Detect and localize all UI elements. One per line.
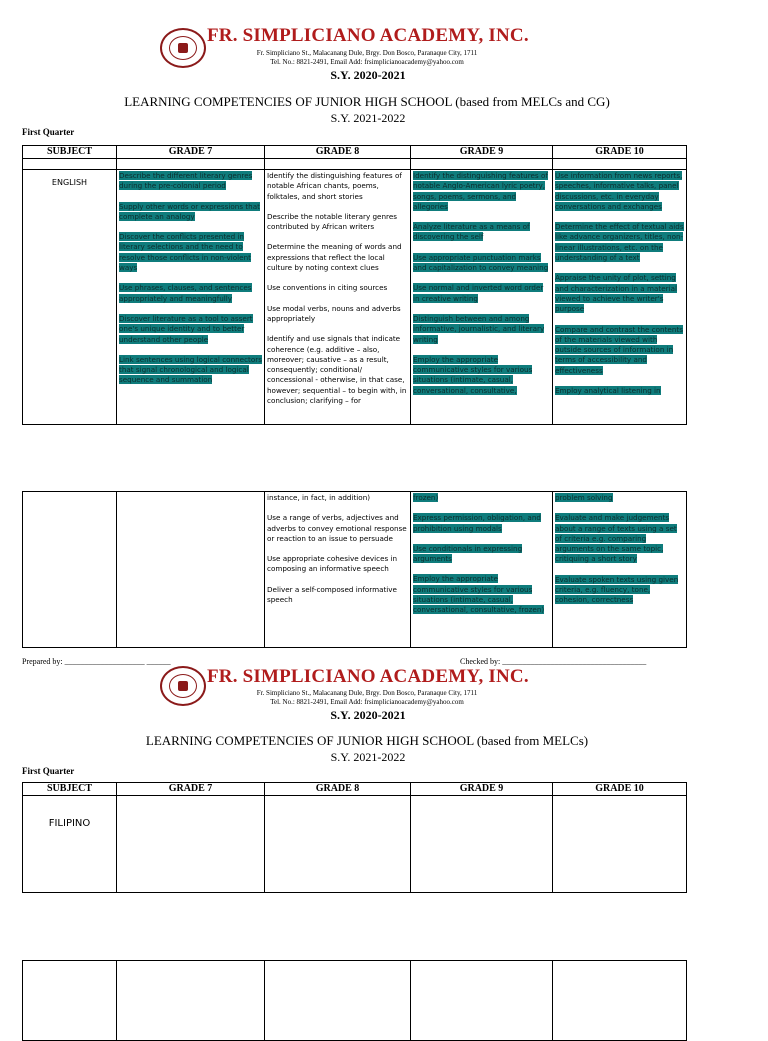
header-grade-10: GRADE 10 <box>553 783 687 796</box>
header-grade-8: GRADE 8 <box>265 146 411 159</box>
competency-item: Employ the appropriate communicative styles for various situations (intimate, casual, conversational, consultative, <box>413 354 533 395</box>
subject-filipino: FILIPINO <box>48 818 91 829</box>
competency-item: Appraise the unity of plot, setting and characterization in a material viewed to achieve the writer's purpose <box>555 273 677 314</box>
competencies-table-filipino-continued <box>22 960 687 1041</box>
competency-item: Supply other words or expressions that complete an analogy <box>119 201 260 221</box>
competency-item: Use appropriate cohesive devices in composing an informative speech <box>267 554 398 574</box>
competency-item: Discover the conflicts presented in literary selections and the need to resolve those conflicts in non-violent ways <box>119 232 251 273</box>
header-grade-7: GRADE 7 <box>117 146 265 159</box>
school-name: FR. SIMPLICIANO ACADEMY, INC. <box>207 666 529 687</box>
school-address: Fr. Simpliciano St., Malacanang Dule, Brgy. Don Bosco, Paranaque City, 1711 <box>256 49 478 57</box>
header-grade-9: GRADE 9 <box>411 783 553 796</box>
competency-item: Compare and contrast the contents of the materials viewed with outside sources of information in terms of accessibility and effectiveness <box>555 324 683 375</box>
table-row <box>23 170 687 425</box>
competency-item: Discover literature as a tool to assert one's unique identity and to better understand other people <box>119 313 253 344</box>
school-name: FR. SIMPLICIANO ACADEMY, INC. <box>207 25 529 46</box>
quarter-label: First Quarter <box>22 766 75 776</box>
competency-item: Analyze literature as a means of discovering the self <box>413 222 530 242</box>
competency-item: Use a range of verbs, adjectives and adverbs to convey emotional response or reaction to an issue to persuade <box>267 513 407 543</box>
competency-item: Evaluate and make judgements about a range of texts using a set of criteria e.g. comparing arguments on the same topic, critiquing a short story <box>555 513 677 564</box>
subject-english: ENGLISH <box>51 178 88 187</box>
header-grade-10: GRADE 10 <box>553 146 687 159</box>
page-title: LEARNING COMPETENCIES OF JUNIOR HIGH SCHOOL (based from MELCs and CG) <box>124 94 610 109</box>
table-row <box>23 796 687 893</box>
competency-item: Evaluate spoken texts using given criteria, e.g. fluency, tone, cohesion, correctness <box>555 574 679 605</box>
competency-item: Identify the distinguishing features of notable Anglo-American lyric poetry, songs, poems, sermons, and allegories <box>413 171 548 211</box>
competency-item: Express permission, obligation, and prohibition using modals <box>413 513 541 533</box>
competency-item: Use conventions in citing sources <box>267 283 388 293</box>
school-address: Fr. Simpliciano St., Malacanang Dule, Brgy. Don Bosco, Paranaque City, 1711 <box>256 689 478 697</box>
competency-item: Describe the notable literary genres contributed by African writers <box>267 211 397 232</box>
school-seal-logo <box>160 28 206 68</box>
table-row <box>23 961 687 1041</box>
competency-item: Use appropriate punctuation marks and capitalization to convey meaning <box>413 252 549 273</box>
competency-item: Employ the appropriate communicative styles for various situations (intimate, casual, conversational, consultative, frozen) <box>413 574 545 615</box>
header-grade-7: GRADE 7 <box>117 783 265 796</box>
table-spacer-row <box>23 159 687 170</box>
grade-8-competencies <box>265 170 410 424</box>
competencies-table-filipino <box>22 782 687 893</box>
competency-item: Use modal verbs, nouns and adverbs appropriately <box>267 303 401 323</box>
competency-item: problem solving <box>555 493 613 502</box>
competency-item: instance, in fact, in addition) <box>267 493 371 502</box>
competency-item: Use conditionals in expressing arguments <box>413 543 523 564</box>
competency-item: Link sentences using logical connectors that signal chronological and logical sequence and summation <box>119 354 262 385</box>
prepared-by-line: Prepared by: ____________________ ______ <box>22 657 171 666</box>
competency-item: Use normal and inverted word order in creative writing <box>413 283 544 303</box>
competencies-table-english-continued <box>22 491 687 648</box>
table-header-row <box>23 146 687 159</box>
grade-10-competencies-continued <box>553 492 686 647</box>
school-seal-logo <box>160 666 206 706</box>
competencies-table-english <box>22 145 687 425</box>
grade-8-competencies-continued <box>265 492 410 647</box>
header-grade-9: GRADE 9 <box>411 146 553 159</box>
competency-item: Determine the meaning of words and expressions that reflect the local culture by noting context clues <box>267 242 402 273</box>
quarter-label: First Quarter <box>22 127 75 137</box>
header-subject: SUBJECT <box>23 146 117 159</box>
competency-item: Identify the distinguishing features of notable African chants, poems, folktales, and short stories <box>267 171 402 201</box>
competency-item: Deliver a self-composed informative speech <box>267 584 397 605</box>
grade-9-competencies <box>411 170 552 424</box>
grade-10-competencies <box>553 170 686 424</box>
grade-7-competencies <box>117 170 264 424</box>
table-header-row <box>23 783 687 796</box>
school-year: S.Y. 2020-2021 <box>330 68 406 82</box>
grade-9-competencies-continued <box>411 492 552 647</box>
competency-item: Describe the different literary genres during the pre-colonial period <box>119 171 253 191</box>
page-school-year: S.Y. 2021-2022 <box>330 750 406 764</box>
page-title: LEARNING COMPETENCIES OF JUNIOR HIGH SCHOOL (based from MELCs) <box>145 733 589 748</box>
header-subject: SUBJECT <box>23 783 117 796</box>
page-school-year: S.Y. 2021-2022 <box>330 111 406 125</box>
competency-item: Use phrases, clauses, and sentences appropriately and meaningfully <box>119 283 252 303</box>
competency-item: frozen) <box>413 493 439 502</box>
table-row <box>23 492 687 648</box>
school-year: S.Y. 2020-2021 <box>330 708 406 722</box>
school-contact: Tel. No.: 8821-2491, Email Add: frsimplicianoacademy@yahoo.com <box>270 58 464 66</box>
competency-item: Use information from news reports, speeches, informative talks, panel discussions, etc. in everyday conversations and exchanges <box>555 171 683 211</box>
school-contact: Tel. No.: 8821-2491, Email Add: frsimplicianoacademy@yahoo.com <box>270 698 464 706</box>
header-grade-8: GRADE 8 <box>265 783 411 796</box>
competency-item: Employ analytical listening in <box>555 386 661 396</box>
competency-item: Identify and use signals that indicate coherence (e.g. additive – also, moreover; causative – as a result, consequently; conditional/ concessional - otherwise, in that case, however; sequential – to begin with, in conclusion; clarifying – for <box>267 334 407 406</box>
competency-item: Determine the effect of textual aids like advance organizers, titles, non-linear illustrations, etc. on the understanding of a text <box>555 222 684 263</box>
checked-by-line: Checked by: ____________________________________ <box>460 657 647 666</box>
competency-item: Distinguish between and among informative, journalistic, and literary writing <box>413 313 545 344</box>
